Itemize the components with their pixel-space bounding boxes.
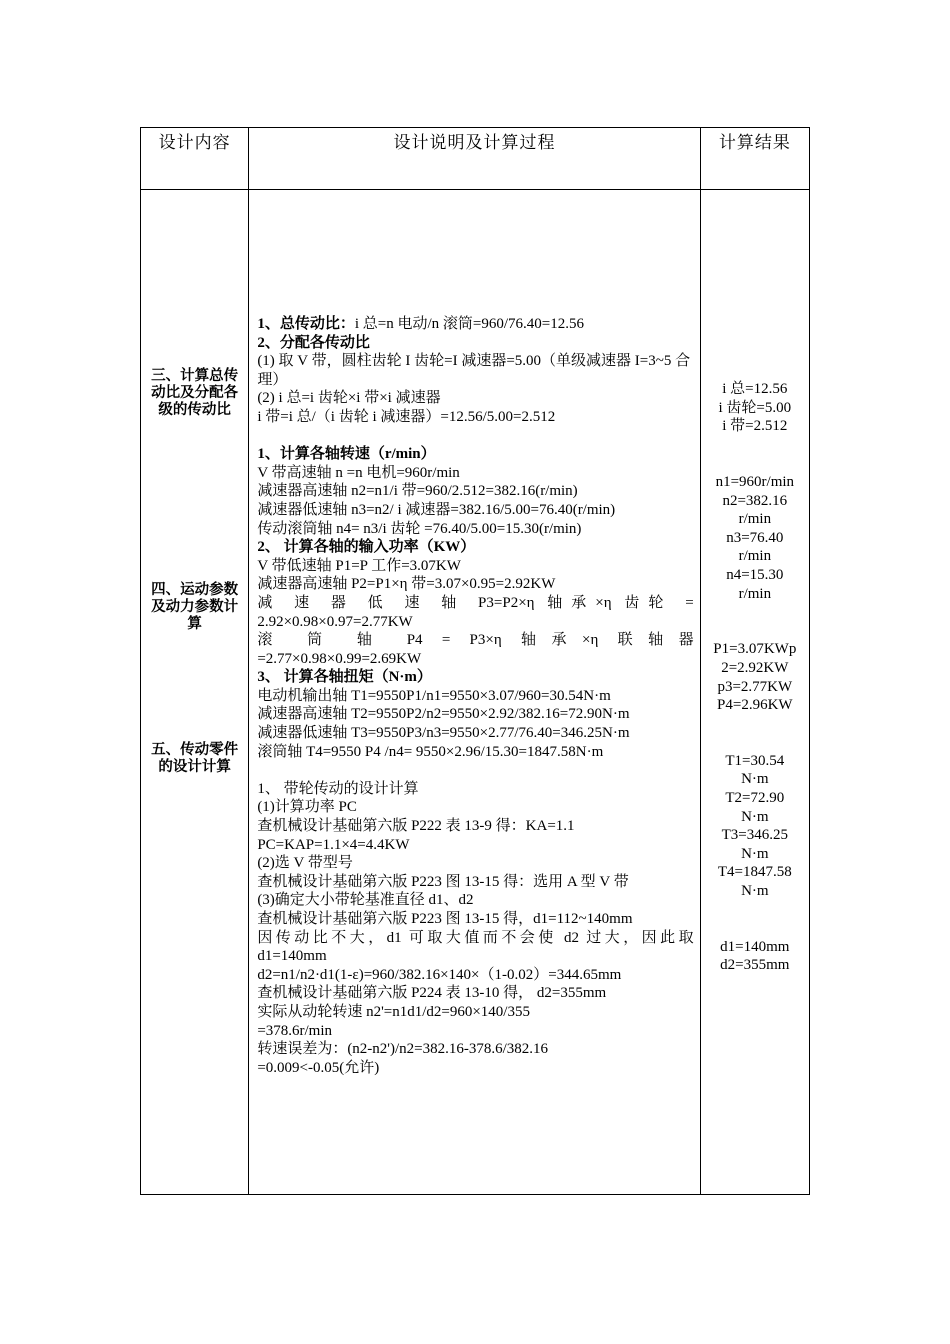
process-line: (1)计算功率 PC — [257, 799, 357, 816]
process-line: 电动机输出轴 T1=9550P1/n1=9550×3.07/960=30.54N·m — [257, 687, 611, 704]
spacer — [703, 603, 807, 622]
process-line: 查机械设计基础第六版 P224 表 13-10 得， d2=355mm — [257, 985, 607, 1002]
result-line: N·m — [741, 808, 769, 825]
process-line: =2.77×0.98×0.99=2.69KW — [257, 650, 422, 667]
spacer — [257, 761, 693, 780]
result-column — [700, 190, 809, 1195]
spacer — [703, 622, 807, 641]
result-line: n4=15.30 — [726, 566, 784, 583]
result-line: r/min — [738, 511, 772, 528]
process-line: 减速器高速轴 P2=P1×η 带=3.07×0.95=2.92KW — [257, 576, 556, 593]
result-line: r/min — [738, 585, 772, 602]
section-title-motion: 四、运动参数及动力参数计算 — [151, 582, 239, 632]
process-line: 2、 计算各轴的输入功率（KW） — [257, 539, 476, 556]
result-line: r/min — [738, 548, 772, 565]
result-line: P1=3.07KWp — [713, 641, 797, 658]
process-line: (3)确定大小带轮基准直径 d1、d2 — [257, 892, 474, 909]
spacer — [703, 454, 807, 473]
header-design-content: 设计内容 — [141, 128, 249, 190]
process-line: i 带=i 总/（i 齿轮 i 减速器）=12.56/5.00=2.512 — [257, 408, 556, 425]
process-line: d1=140mm — [257, 948, 327, 965]
result-line: n3=76.40 — [726, 529, 784, 546]
process-line: 1、 带轮传动的设计计算 — [257, 780, 419, 797]
result-line: 2=2.92KW — [721, 659, 789, 676]
process-column — [249, 190, 700, 1195]
process-line: 减速器高速轴 n2=n1/i 带=960/2.512=382.16(r/min) — [257, 483, 578, 500]
table-header-row — [141, 128, 810, 190]
process-line: =0.009<-0.05(允许) — [257, 1059, 380, 1076]
section-title-parts: 五、传动零件的设计计算 — [151, 742, 239, 775]
process-line: (1) 取 V 带，圆柱齿轮 I 齿轮=I 减速器=5.00（单级减速器 I=3~5 合理） — [257, 353, 691, 388]
process-line: 查机械设计基础第六版 P223 图 13-15 得：选用 A 型 V 带 — [257, 873, 629, 890]
process-line: 2、分配各传动比 — [257, 334, 370, 351]
result-line: i 总=12.56 — [722, 381, 788, 397]
process-line: 滚筒轴 T4=9550 P4 /n4= 9550×2.96/15.30=1847.58N·m — [257, 743, 604, 760]
process-line: PC=KAP=1.1×4=4.4KW — [257, 836, 410, 853]
process-line: 减 速 器 低 速 轴 P3=P2×η 轴承×η 齿轮 = — [257, 594, 694, 611]
process-line: 滚 筒 轴 P4 = P3×η 轴承×η 联轴器 — [257, 632, 694, 649]
process-line: V 带高速轴 n =n 电机=960r/min — [257, 464, 460, 481]
result-line: T3=346.25 — [721, 827, 789, 844]
process-line: (2) i 总=i 齿轮×i 带×i 减速器 — [257, 390, 441, 407]
table-body-row — [141, 190, 810, 1195]
process-line: 因传动比不大，d1 可取大值而不会使 d2 过大，因此取 — [257, 929, 694, 946]
process-line: 实际从动轮转速 n2'=n1d1/d2=960×140/355 — [257, 1003, 530, 1020]
spacer — [703, 919, 807, 938]
section-column — [141, 190, 249, 1195]
result-line: N·m — [741, 771, 769, 788]
result-line: P4=2.96KW — [717, 697, 793, 714]
process-line: 1、计算各轴转速（r/min） — [257, 446, 436, 463]
process-line: 减速器高速轴 T2=9550P2/n2=9550×2.92/382.16=72.90N·m — [257, 706, 630, 723]
process-line: 减速器低速轴 n3=n2/ i 减速器=382.16/5.00=76.40(r/min) — [257, 501, 616, 518]
spacer — [703, 715, 807, 734]
spacer — [703, 436, 807, 455]
spacer — [703, 901, 807, 920]
result-line: N·m — [741, 883, 769, 900]
header-result: 计算结果 — [700, 128, 809, 190]
result-line: d1=140mm — [720, 938, 790, 955]
result-line: d2=355mm — [720, 957, 790, 974]
result-line: T4=1847.58 — [717, 864, 792, 881]
result-line: p3=2.77KW — [717, 678, 793, 695]
process-line: 传动滚筒轴 n4= n3/i 齿轮 =76.40/5.00=15.30(r/min) — [257, 520, 582, 537]
design-table — [140, 127, 810, 1195]
process-line: 1、总传动比：i 总=n 电动/n 滚筒=960/76.40=12.56 — [257, 316, 584, 332]
result-line: T1=30.54 — [725, 752, 785, 769]
process-line: d2=n1/n2·d1(1-ε)=960/382.16×140×（1-0.02）=344.65mm — [257, 966, 622, 983]
process-line: 转速误差为：(n2-n2')/n2=382.16-378.6/382.16 — [257, 1041, 549, 1058]
process-line: 减速器低速轴 T3=9550P3/n3=9550×2.77/76.40=346.25N·m — [257, 725, 630, 742]
result-text — [703, 380, 807, 975]
spacer — [257, 427, 693, 446]
spacer — [703, 733, 807, 752]
result-line: i 齿轮=5.00 — [718, 399, 792, 416]
result-line: T2=72.90 — [725, 790, 785, 807]
process-line: 查机械设计基础第六版 P223 图 13-15 得，d1=112~140mm — [257, 911, 633, 927]
result-line: n2=382.16 — [722, 492, 788, 509]
result-line: N·m — [741, 845, 769, 862]
result-line: n1=960r/min — [715, 473, 795, 490]
process-line: V 带低速轴 P1=P 工作=3.07KW — [257, 557, 461, 574]
result-line: i 带=2.512 — [722, 418, 788, 435]
process-line: 2.92×0.98×0.97=2.77KW — [257, 613, 413, 630]
process-text — [257, 315, 693, 1077]
process-line: 查机械设计基础第六版 P222 表 13-9 得：KA=1.1 — [257, 818, 575, 835]
process-line: 3、 计算各轴扭矩（N·m） — [257, 669, 432, 686]
header-process: 设计说明及计算过程 — [249, 128, 700, 190]
section-title-ratio: 三、计算总传动比及分配各级的传动比 — [151, 368, 239, 418]
process-line: (2)选 V 带型号 — [257, 855, 353, 872]
process-line: =378.6r/min — [257, 1022, 333, 1039]
